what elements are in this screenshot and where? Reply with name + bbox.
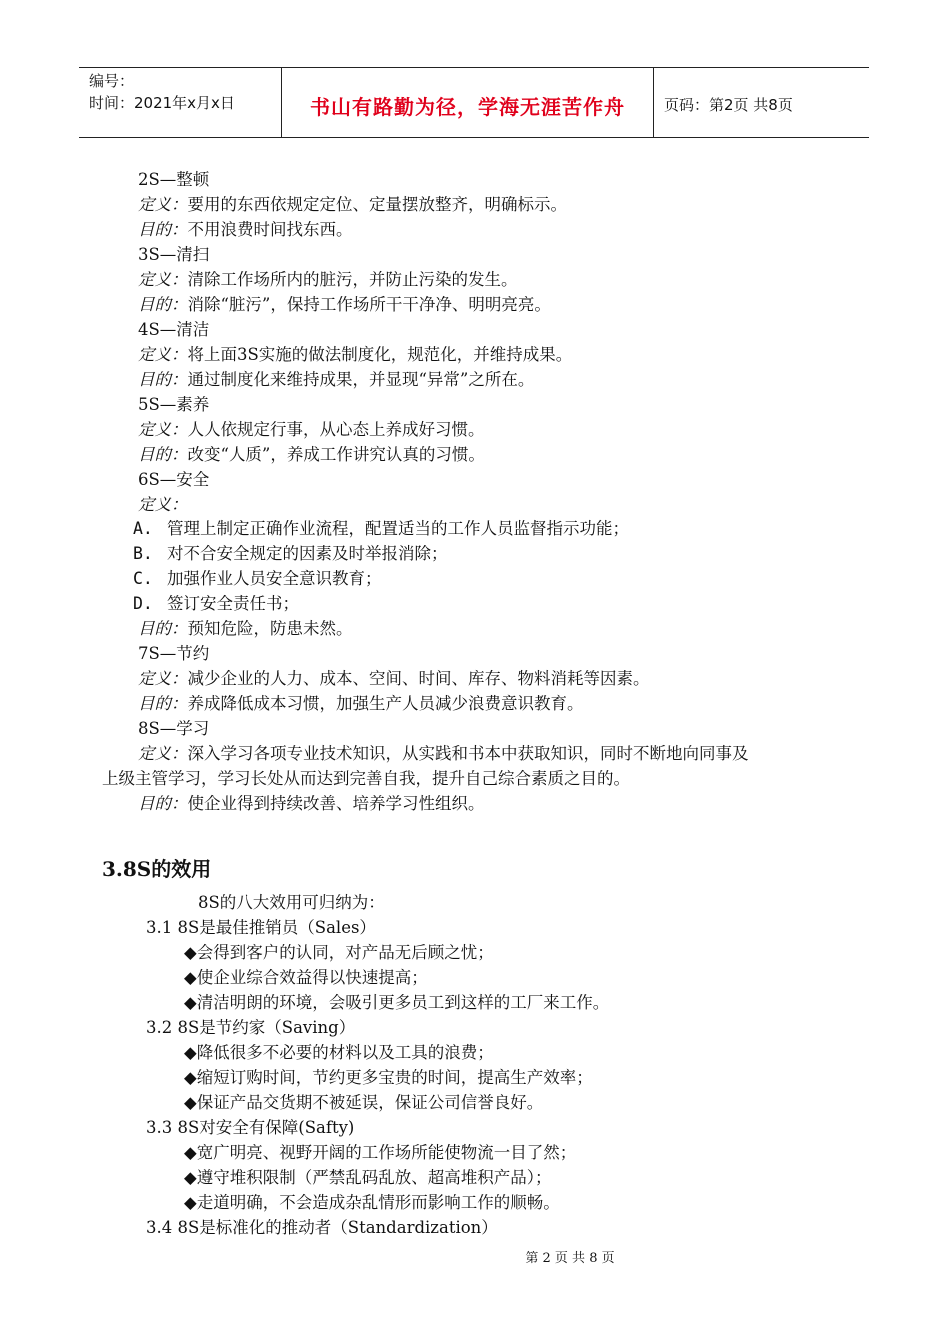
bullet-item: ◆会得到客户的认同，对产品无后顾之忧； — [184, 943, 494, 962]
definition-line — [138, 669, 650, 689]
goal-text: 预知危险，防患未然。 — [187, 619, 353, 638]
goal-line — [138, 694, 584, 714]
list-item — [133, 569, 382, 589]
goal-text: 养成降低成本习惯，加强生产人员减少浪费意识教育。 — [187, 694, 584, 713]
goal-label: 目的： — [138, 220, 188, 239]
definition-line — [138, 270, 518, 290]
goal-label: 目的： — [138, 370, 188, 389]
goal-label: 目的： — [138, 694, 188, 713]
bullet-item: ◆降低很多不必要的材料以及工具的浪费； — [184, 1043, 494, 1062]
definition-text: 要用的东西依规定定位、定量摆放整齐，明确标示。 — [187, 195, 567, 214]
definition-text: 将上面3S实施的做法制度化，规范化，并维持成果。 — [187, 345, 573, 364]
header-motto-cell — [282, 68, 654, 137]
goal-line — [138, 370, 534, 390]
footer-page-number: 第 2 页 共 8 页 — [525, 1251, 615, 1266]
effects-intro: 8S的八大效用可归纳为： — [198, 893, 385, 912]
section-title: 5S—素养 — [138, 395, 210, 414]
section-heading: 3.8S的效用 — [102, 857, 212, 881]
definition-label: 定义： — [138, 495, 188, 514]
definition-line — [138, 744, 749, 764]
goal-label: 目的： — [138, 619, 188, 638]
bullet-item: ◆遵守堆积限制（严禁乱码乱放、超高堆积产品）； — [184, 1168, 552, 1187]
header-page-number: 页码：第2页 共8页 — [664, 96, 793, 114]
definition-continuation: 上级主管学习，学习长处从而达到完善自我，提升自己综合素质之目的。 — [102, 769, 630, 788]
section-title: 7S—节约 — [138, 644, 210, 663]
bullet-item: ◆缩短订购时间，节约更多宝贵的时间，提高生产效率； — [184, 1068, 593, 1087]
section-title: 8S—学习 — [138, 719, 210, 738]
list-item-text: 对不合安全规定的因素及时举报消除； — [167, 544, 448, 563]
list-item-key: C. — [133, 569, 153, 588]
goal-label: 目的： — [138, 295, 188, 314]
definition-label: 定义： — [138, 420, 188, 439]
goal-line — [138, 445, 485, 465]
definition-label: 定义： — [138, 744, 188, 763]
list-item-key: A. — [133, 519, 153, 538]
goal-text: 消除“脏污”，保持工作场所干干净净、明明亮亮。 — [187, 295, 551, 314]
definition-text: 减少企业的人力、成本、空间、时间、库存、物料消耗等因素。 — [187, 669, 650, 688]
goal-line — [138, 295, 551, 315]
bullet-item: ◆保证产品交货期不被延误，保证公司信誉良好。 — [184, 1093, 544, 1112]
definition-line — [138, 495, 188, 515]
header-page-cell — [654, 68, 869, 137]
goal-line — [138, 794, 485, 814]
section-title: 4S—清洁 — [138, 320, 210, 339]
definition-line — [138, 345, 572, 365]
list-item — [133, 519, 629, 539]
definition-line — [138, 420, 485, 440]
list-item-text: 管理上制定正确作业流程，配置适当的工作人员监督指示功能； — [167, 519, 629, 538]
goal-line — [138, 619, 353, 639]
section-title: 2S—整顿 — [138, 170, 210, 189]
definition-text: 人人依规定行事，从心态上养成好习惯。 — [187, 420, 485, 439]
header-time: 时间：2021年x月x日 — [89, 94, 235, 112]
list-item — [133, 544, 448, 564]
header-motto: 书山有路勤为径，学海无涯苦作舟 — [310, 95, 625, 119]
subsection-title: 3.4 8S是标准化的推动者（Standardization） — [146, 1218, 498, 1237]
bullet-item: ◆宽广明亮、视野开阔的工作场所能使物流一目了然； — [184, 1143, 577, 1162]
list-item-key: B. — [133, 544, 153, 563]
definition-label: 定义： — [138, 270, 188, 289]
definition-label: 定义： — [138, 345, 188, 364]
list-item — [133, 594, 299, 614]
goal-label: 目的： — [138, 794, 188, 813]
list-item-text: 签订安全责任书； — [167, 594, 299, 613]
goal-text: 不用浪费时间找东西。 — [187, 220, 353, 239]
goal-text: 改变“人质”，养成工作讲究认真的习惯。 — [187, 445, 485, 464]
goal-text: 通过制度化来维持成果，并显现“异常”之所在。 — [187, 370, 535, 389]
section-title: 3S—清扫 — [138, 245, 210, 264]
page-header — [79, 67, 869, 138]
header-number: 编号： — [89, 72, 135, 90]
definition-text: 清除工作场所内的脏污，并防止污染的发生。 — [187, 270, 518, 289]
subsection-title: 3.2 8S是节约家（Saving） — [146, 1018, 356, 1037]
goal-label: 目的： — [138, 445, 188, 464]
goal-line — [138, 220, 353, 240]
page-footer — [0, 1247, 950, 1266]
definition-label: 定义： — [138, 195, 188, 214]
bullet-item: ◆清洁明朗的环境，会吸引更多员工到这样的工厂来工作。 — [184, 993, 610, 1012]
subsection-title: 3.1 8S是最佳推销员（Sales） — [146, 918, 376, 937]
section-title: 6S—安全 — [138, 470, 210, 489]
definition-line — [138, 195, 567, 215]
bullet-item: ◆走道明确，不会造成杂乱情形而影响工作的顺畅。 — [184, 1193, 560, 1212]
goal-text: 使企业得到持续改善、培养学习性组织。 — [187, 794, 485, 813]
bullet-item: ◆使企业综合效益得以快速提高； — [184, 968, 428, 987]
list-item-text: 加强作业人员安全意识教育； — [167, 569, 382, 588]
definition-text: 深入学习各项专业技术知识，从实践和书本中获取知识，同时不断地向同事及 — [187, 744, 749, 763]
header-info-cell — [79, 68, 282, 137]
definition-label: 定义： — [138, 669, 188, 688]
subsection-title: 3.3 8S对安全有保障(Safty) — [146, 1118, 355, 1137]
list-item-key: D. — [133, 594, 153, 613]
